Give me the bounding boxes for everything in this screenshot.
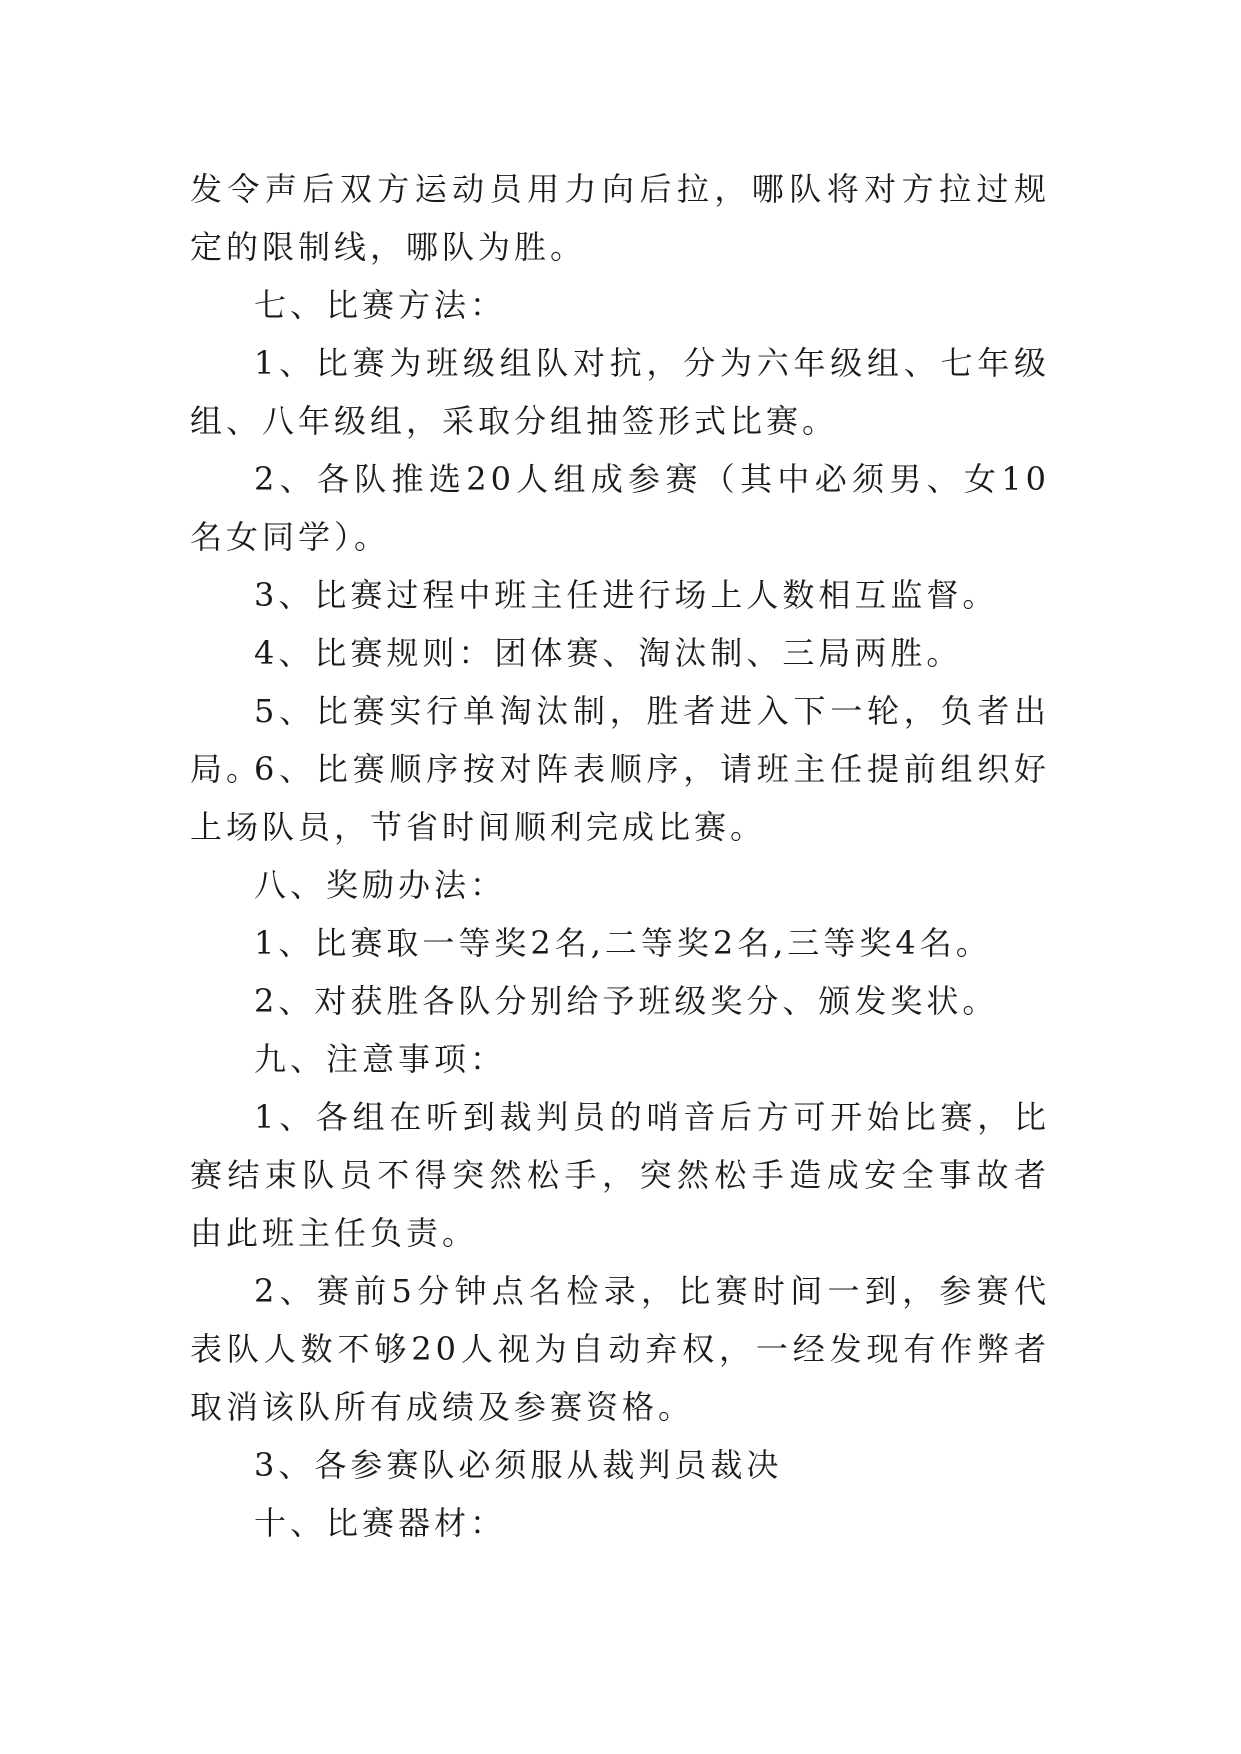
paragraph-method-2: 2、各队推选20人组成参赛（其中必须男、女10名女同学）。 <box>190 460 1050 556</box>
paragraph-awards-1: 1、比赛取一等奖2名,二等奖2名,三等奖4名。 <box>254 924 992 962</box>
paragraph-method-6: 6、比赛顺序按对阵表顺序，请班主任提前组织好上场队员，节省时间顺利完成比赛。 <box>190 750 1050 846</box>
paragraph-awards-2: 2、对获胜各队分别给予班级奖分、颁发奖状。 <box>254 982 999 1020</box>
paragraph-method-1: 1、比赛为班级组队对抗，分为六年级组、七年级组、八年级组，采取分组抽签形式比赛。 <box>190 344 1050 440</box>
paragraph-continuation: 发令声后双方运动员用力向后拉，哪队将对方拉过规定的限制线，哪队为胜。 <box>190 170 1050 266</box>
section-heading-equipment: 十、比赛器材： <box>254 1504 507 1542</box>
paragraph-notes-3: 3、各参赛队必须服从裁判员裁决 <box>254 1446 783 1484</box>
section-heading-awards: 八、奖励办法： <box>254 866 507 904</box>
section-heading-competition-method: 七、比赛方法： <box>254 286 507 324</box>
section-heading-notes: 九、注意事项： <box>254 1040 507 1078</box>
paragraph-method-3: 3、比赛过程中班主任进行场上人数相互监督。 <box>254 576 999 614</box>
paragraph-method-5: 5、比赛实行单淘汰制，胜者进入下一轮，负者出局。 <box>190 692 1050 788</box>
paragraph-notes-1: 1、各组在听到裁判员的哨音后方可开始比赛，比赛结束队员不得突然松手，突然松手造成安全事故者由此班主任负责。 <box>190 1098 1050 1252</box>
paragraph-notes-2: 2、赛前5分钟点名检录，比赛时间一到，参赛代表队人数不够20人视为自动弃权，一经发现有作弊者取消该队所有成绩及参赛资格。 <box>190 1272 1050 1426</box>
paragraph-method-4: 4、比赛规则：团体赛、淘汰制、三局两胜。 <box>254 634 963 672</box>
